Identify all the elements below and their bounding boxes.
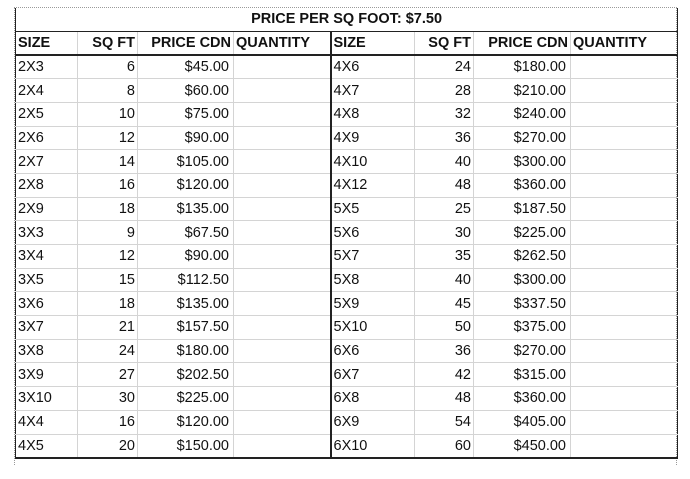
left-quantity-cell[interactable] — [234, 316, 331, 340]
left-size-cell[interactable]: 2X8 — [16, 173, 78, 197]
table-row — [16, 339, 678, 363]
right-quantity-cell[interactable] — [571, 339, 678, 363]
left-quantity-cell[interactable] — [234, 55, 331, 79]
right-quantity-cell[interactable] — [571, 434, 678, 458]
table-body — [16, 55, 678, 458]
right-price-cell[interactable]: $450.00 — [474, 434, 571, 458]
right-price-cell[interactable]: $300.00 — [474, 268, 571, 292]
table-row — [16, 102, 678, 126]
right-size-cell[interactable]: 6X7 — [331, 363, 415, 387]
left-size-cell[interactable]: 3X4 — [16, 245, 78, 269]
right-quantity-cell[interactable] — [571, 102, 678, 126]
right-quantity-cell[interactable] — [571, 197, 678, 221]
right-size-cell[interactable]: 5X7 — [331, 245, 415, 269]
left-sqft-cell[interactable]: 21 — [78, 316, 138, 340]
table-row — [16, 316, 678, 340]
left-size-cell[interactable]: 2X7 — [16, 150, 78, 174]
right-sqft-cell[interactable]: 42 — [415, 363, 474, 387]
left-price-cell[interactable]: $120.00 — [138, 173, 234, 197]
right-price-cell[interactable]: $187.50 — [474, 197, 571, 221]
right-sqft-cell[interactable]: 30 — [415, 221, 474, 245]
left-quantity-cell[interactable] — [234, 150, 331, 174]
right-size-cell[interactable]: 6X9 — [331, 410, 415, 434]
right-sqft-cell[interactable]: 54 — [415, 410, 474, 434]
left-price-cell[interactable]: $90.00 — [138, 126, 234, 150]
left-sqft-cell[interactable]: 20 — [78, 434, 138, 458]
left-quantity-cell[interactable] — [234, 197, 331, 221]
left-sqft-cell[interactable]: 9 — [78, 221, 138, 245]
right-size-cell[interactable]: 4X8 — [331, 102, 415, 126]
left-size-cell[interactable]: 2X6 — [16, 126, 78, 150]
right-price-cell[interactable]: $360.00 — [474, 173, 571, 197]
left-quantity-cell[interactable] — [234, 387, 331, 411]
left-quantity-cell[interactable] — [234, 434, 331, 458]
right-price-cell[interactable]: $315.00 — [474, 363, 571, 387]
table-row — [16, 434, 678, 458]
left-size-cell[interactable]: 3X3 — [16, 221, 78, 245]
left-price-cell[interactable]: $105.00 — [138, 150, 234, 174]
header-size-right[interactable]: SIZE — [331, 31, 415, 55]
left-sqft-cell[interactable]: 10 — [78, 102, 138, 126]
right-size-cell[interactable]: 4X12 — [331, 173, 415, 197]
right-price-cell[interactable]: $405.00 — [474, 410, 571, 434]
left-price-cell[interactable]: $150.00 — [138, 434, 234, 458]
table-row — [16, 55, 678, 79]
table-row — [16, 79, 678, 103]
table-row — [16, 221, 678, 245]
right-price-cell[interactable]: $180.00 — [474, 55, 571, 79]
left-quantity-cell[interactable] — [234, 126, 331, 150]
right-price-cell[interactable]: $225.00 — [474, 221, 571, 245]
right-price-cell[interactable]: $300.00 — [474, 150, 571, 174]
left-quantity-cell[interactable] — [234, 245, 331, 269]
right-sqft-cell[interactable]: 36 — [415, 339, 474, 363]
left-sqft-cell[interactable]: 8 — [78, 79, 138, 103]
left-size-cell[interactable]: 4X4 — [16, 410, 78, 434]
table-row — [16, 197, 678, 221]
left-sqft-cell[interactable]: 30 — [78, 387, 138, 411]
right-sqft-cell[interactable]: 40 — [415, 150, 474, 174]
left-price-cell[interactable]: $112.50 — [138, 268, 234, 292]
right-size-cell[interactable]: 6X8 — [331, 387, 415, 411]
right-sqft-cell[interactable]: 48 — [415, 173, 474, 197]
left-price-cell[interactable]: $135.00 — [138, 197, 234, 221]
right-quantity-cell[interactable] — [571, 410, 678, 434]
left-price-cell[interactable]: $90.00 — [138, 245, 234, 269]
right-size-cell[interactable]: 6X6 — [331, 339, 415, 363]
left-price-cell[interactable]: $180.00 — [138, 339, 234, 363]
left-sqft-cell[interactable]: 6 — [78, 55, 138, 79]
right-quantity-cell[interactable] — [571, 55, 678, 79]
right-size-cell[interactable]: 6X10 — [331, 434, 415, 458]
left-sqft-cell[interactable]: 14 — [78, 150, 138, 174]
left-quantity-cell[interactable] — [234, 339, 331, 363]
right-quantity-cell[interactable] — [571, 126, 678, 150]
right-size-cell[interactable]: 5X5 — [331, 197, 415, 221]
right-size-cell[interactable]: 4X10 — [331, 150, 415, 174]
left-price-cell[interactable]: $135.00 — [138, 292, 234, 316]
table-row — [16, 173, 678, 197]
right-sqft-cell[interactable]: 60 — [415, 434, 474, 458]
left-size-cell[interactable]: 4X5 — [16, 434, 78, 458]
left-price-cell[interactable]: $202.50 — [138, 363, 234, 387]
right-size-cell[interactable]: 4X7 — [331, 79, 415, 103]
header-quantity-left[interactable]: QUANTITY — [234, 31, 331, 55]
right-sqft-cell[interactable]: 45 — [415, 292, 474, 316]
table-row — [16, 245, 678, 269]
table-row — [16, 363, 678, 387]
header-size-left[interactable]: SIZE — [16, 31, 78, 55]
right-price-cell[interactable]: $375.00 — [474, 316, 571, 340]
right-sqft-cell[interactable]: 48 — [415, 387, 474, 411]
left-quantity-cell[interactable] — [234, 221, 331, 245]
right-quantity-cell[interactable] — [571, 387, 678, 411]
left-quantity-cell[interactable] — [234, 79, 331, 103]
left-size-cell[interactable]: 3X7 — [16, 316, 78, 340]
header-sqft-left[interactable]: SQ FT — [78, 31, 138, 55]
left-sqft-cell[interactable]: 18 — [78, 292, 138, 316]
right-sqft-cell[interactable]: 32 — [415, 102, 474, 126]
header-price-right[interactable]: PRICE CDN — [474, 31, 571, 55]
table-row — [16, 268, 678, 292]
right-quantity-cell[interactable] — [571, 292, 678, 316]
right-quantity-cell[interactable] — [571, 363, 678, 387]
left-sqft-cell[interactable]: 15 — [78, 268, 138, 292]
right-quantity-cell[interactable] — [571, 150, 678, 174]
left-quantity-cell[interactable] — [234, 268, 331, 292]
left-price-cell[interactable]: $157.50 — [138, 316, 234, 340]
table-row — [16, 292, 678, 316]
left-sqft-cell[interactable]: 16 — [78, 173, 138, 197]
left-sqft-cell[interactable]: 16 — [78, 410, 138, 434]
header-sqft-right[interactable]: SQ FT — [415, 31, 474, 55]
left-sqft-cell[interactable]: 18 — [78, 197, 138, 221]
left-size-cell[interactable]: 2X3 — [16, 55, 78, 79]
header-price-left[interactable]: PRICE CDN — [138, 31, 234, 55]
right-sqft-cell[interactable]: 40 — [415, 268, 474, 292]
header-quantity-right[interactable]: QUANTITY — [571, 31, 678, 55]
left-sqft-cell[interactable]: 27 — [78, 363, 138, 387]
left-quantity-cell[interactable] — [234, 410, 331, 434]
table-row — [16, 410, 678, 434]
price-sheet — [14, 7, 677, 465]
left-size-cell[interactable]: 2X5 — [16, 102, 78, 126]
price-table — [15, 8, 678, 459]
right-price-cell[interactable]: $240.00 — [474, 102, 571, 126]
left-quantity-cell[interactable] — [234, 292, 331, 316]
right-quantity-cell[interactable] — [571, 79, 678, 103]
right-sqft-cell[interactable]: 50 — [415, 316, 474, 340]
right-price-cell[interactable]: $270.00 — [474, 339, 571, 363]
title-row — [16, 8, 678, 31]
left-size-cell[interactable]: 2X4 — [16, 79, 78, 103]
right-price-cell[interactable]: $270.00 — [474, 126, 571, 150]
left-size-cell[interactable]: 3X9 — [16, 363, 78, 387]
left-price-cell[interactable]: $225.00 — [138, 387, 234, 411]
left-price-cell[interactable]: $67.50 — [138, 221, 234, 245]
left-size-cell[interactable]: 3X6 — [16, 292, 78, 316]
right-size-cell[interactable]: 4X6 — [331, 55, 415, 79]
price-per-sqft-title[interactable]: PRICE PER SQ FOOT: $7.50 — [16, 8, 678, 31]
left-price-cell[interactable]: $75.00 — [138, 102, 234, 126]
left-quantity-cell[interactable] — [234, 173, 331, 197]
right-size-cell[interactable]: 4X9 — [331, 126, 415, 150]
table-row — [16, 387, 678, 411]
right-size-cell[interactable]: 5X6 — [331, 221, 415, 245]
left-size-cell[interactable]: 3X10 — [16, 387, 78, 411]
right-sqft-cell[interactable]: 24 — [415, 55, 474, 79]
header-row — [16, 31, 678, 55]
right-price-cell[interactable]: $337.50 — [474, 292, 571, 316]
left-size-cell[interactable]: 3X5 — [16, 268, 78, 292]
left-sqft-cell[interactable]: 12 — [78, 126, 138, 150]
right-price-cell[interactable]: $210.00 — [474, 79, 571, 103]
right-quantity-cell[interactable] — [571, 316, 678, 340]
right-sqft-cell[interactable]: 28 — [415, 79, 474, 103]
right-quantity-cell[interactable] — [571, 245, 678, 269]
right-sqft-cell[interactable]: 25 — [415, 197, 474, 221]
right-price-cell[interactable]: $262.50 — [474, 245, 571, 269]
left-price-cell[interactable]: $45.00 — [138, 55, 234, 79]
right-sqft-cell[interactable]: 35 — [415, 245, 474, 269]
right-size-cell[interactable]: 5X9 — [331, 292, 415, 316]
left-price-cell[interactable]: $60.00 — [138, 79, 234, 103]
left-sqft-cell[interactable]: 24 — [78, 339, 138, 363]
right-size-cell[interactable]: 5X8 — [331, 268, 415, 292]
right-quantity-cell[interactable] — [571, 221, 678, 245]
left-size-cell[interactable]: 2X9 — [16, 197, 78, 221]
table-row — [16, 150, 678, 174]
right-size-cell[interactable]: 5X10 — [331, 316, 415, 340]
table-row — [16, 126, 678, 150]
left-price-cell[interactable]: $120.00 — [138, 410, 234, 434]
left-quantity-cell[interactable] — [234, 363, 331, 387]
right-quantity-cell[interactable] — [571, 268, 678, 292]
right-sqft-cell[interactable]: 36 — [415, 126, 474, 150]
left-sqft-cell[interactable]: 12 — [78, 245, 138, 269]
right-price-cell[interactable]: $360.00 — [474, 387, 571, 411]
left-quantity-cell[interactable] — [234, 102, 331, 126]
right-quantity-cell[interactable] — [571, 173, 678, 197]
left-size-cell[interactable]: 3X8 — [16, 339, 78, 363]
